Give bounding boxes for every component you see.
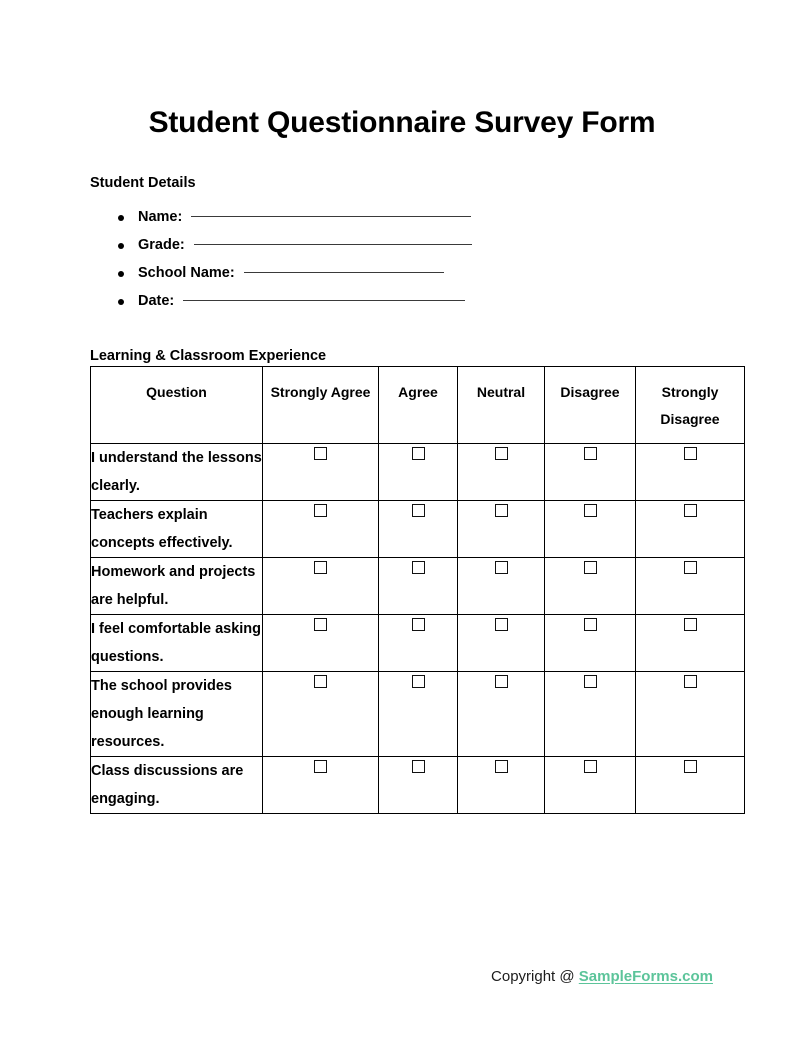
column-header-agree: Agree [379,367,458,444]
learning-experience-heading: Learning & Classroom Experience [90,348,327,365]
checkbox-unchecked-icon[interactable] [314,675,327,688]
checkbox-cell-neutral[interactable] [458,501,545,558]
survey-table [90,366,745,814]
checkbox-unchecked-icon[interactable] [314,760,327,773]
checkbox-unchecked-icon[interactable] [684,760,697,773]
column-header-question: Question [91,367,263,444]
table-row [91,558,745,615]
school-name-label: School Name: [138,265,235,281]
question-text: Homework and projects are helpful. [91,558,263,615]
checkbox-unchecked-icon[interactable] [584,447,597,460]
date-label: Date: [138,293,175,309]
checkbox-cell-agree[interactable] [379,672,458,757]
list-item [118,259,718,287]
checkbox-unchecked-icon[interactable] [584,760,597,773]
bullet-dot-icon [118,299,124,305]
checkbox-cell-strongly-agree[interactable] [263,615,379,672]
checkbox-cell-strongly-agree[interactable] [263,672,379,757]
question-text: Teachers explain concepts effectively. [91,501,263,558]
list-item [118,231,718,259]
checkbox-cell-strongly-disagree[interactable] [636,615,745,672]
checkbox-cell-strongly-disagree[interactable] [636,672,745,757]
checkbox-unchecked-icon[interactable] [684,561,697,574]
checkbox-cell-disagree[interactable] [545,558,636,615]
checkbox-cell-strongly-disagree[interactable] [636,501,745,558]
checkbox-unchecked-icon[interactable] [495,675,508,688]
checkbox-unchecked-icon[interactable] [584,675,597,688]
sampleforms-link[interactable]: SampleForms.com [578,968,713,985]
bullet-dot-icon [118,215,124,221]
checkbox-cell-agree[interactable] [379,558,458,615]
checkbox-unchecked-icon[interactable] [684,618,697,631]
table-header-row [91,367,745,444]
checkbox-cell-agree[interactable] [379,757,458,814]
checkbox-unchecked-icon[interactable] [412,675,425,688]
list-item [118,287,718,315]
checkbox-cell-neutral[interactable] [458,757,545,814]
student-details-list [118,203,718,315]
checkbox-cell-strongly-agree[interactable] [263,501,379,558]
table-row [91,615,745,672]
checkbox-cell-strongly-agree[interactable] [263,558,379,615]
bullet-dot-icon [118,243,124,249]
checkbox-cell-disagree[interactable] [545,615,636,672]
checkbox-unchecked-icon[interactable] [412,561,425,574]
checkbox-unchecked-icon[interactable] [495,561,508,574]
checkbox-unchecked-icon[interactable] [584,561,597,574]
checkbox-cell-disagree[interactable] [545,672,636,757]
column-header-strongly-disagree: Strongly Disagree [636,367,745,444]
checkbox-unchecked-icon[interactable] [314,561,327,574]
checkbox-unchecked-icon[interactable] [412,504,425,517]
checkbox-cell-agree[interactable] [379,501,458,558]
checkbox-unchecked-icon[interactable] [412,760,425,773]
footer [0,968,804,985]
list-item [118,203,718,231]
checkbox-cell-strongly-disagree[interactable] [636,757,745,814]
column-header-strongly-agree: Strongly Agree [263,367,379,444]
checkbox-unchecked-icon[interactable] [314,447,327,460]
question-text: The school provides enough learning resources. [91,672,263,757]
checkbox-unchecked-icon[interactable] [314,504,327,517]
table-row [91,501,745,558]
question-text: I feel comfortable asking questions. [91,615,263,672]
checkbox-cell-disagree[interactable] [545,501,636,558]
checkbox-unchecked-icon[interactable] [495,504,508,517]
checkbox-cell-disagree[interactable] [545,757,636,814]
checkbox-unchecked-icon[interactable] [684,447,697,460]
checkbox-unchecked-icon[interactable] [495,760,508,773]
checkbox-unchecked-icon[interactable] [495,447,508,460]
date-fill-line[interactable] [183,300,465,301]
table-row [91,444,745,501]
checkbox-cell-neutral[interactable] [458,615,545,672]
checkbox-unchecked-icon[interactable] [412,618,425,631]
checkbox-unchecked-icon[interactable] [495,618,508,631]
column-header-neutral: Neutral [458,367,545,444]
checkbox-cell-agree[interactable] [379,615,458,672]
checkbox-cell-strongly-disagree[interactable] [636,444,745,501]
checkbox-unchecked-icon[interactable] [314,618,327,631]
checkbox-unchecked-icon[interactable] [584,504,597,517]
checkbox-cell-neutral[interactable] [458,558,545,615]
checkbox-cell-neutral[interactable] [458,444,545,501]
school-name-fill-line[interactable] [244,272,444,273]
name-fill-line[interactable] [191,216,471,217]
checkbox-cell-strongly-agree[interactable] [263,757,379,814]
table-row [91,757,745,814]
checkbox-cell-strongly-agree[interactable] [263,444,379,501]
checkbox-cell-disagree[interactable] [545,444,636,501]
checkbox-cell-strongly-disagree[interactable] [636,558,745,615]
checkbox-cell-neutral[interactable] [458,672,545,757]
question-text: Class discussions are engaging. [91,757,263,814]
checkbox-unchecked-icon[interactable] [412,447,425,460]
bullet-dot-icon [118,271,124,277]
checkbox-unchecked-icon[interactable] [684,504,697,517]
page-title: Student Questionnaire Survey Form [148,106,656,140]
grade-label: Grade: [138,237,185,253]
checkbox-cell-agree[interactable] [379,444,458,501]
grade-fill-line[interactable] [194,244,472,245]
checkbox-unchecked-icon[interactable] [684,675,697,688]
student-details-heading: Student Details [90,175,196,192]
column-header-disagree: Disagree [545,367,636,444]
table-row [91,672,745,757]
checkbox-unchecked-icon[interactable] [584,618,597,631]
question-text: I understand the lessons clearly. [91,444,263,501]
name-label: Name: [138,209,183,225]
copyright-text: Copyright @ [491,968,579,985]
